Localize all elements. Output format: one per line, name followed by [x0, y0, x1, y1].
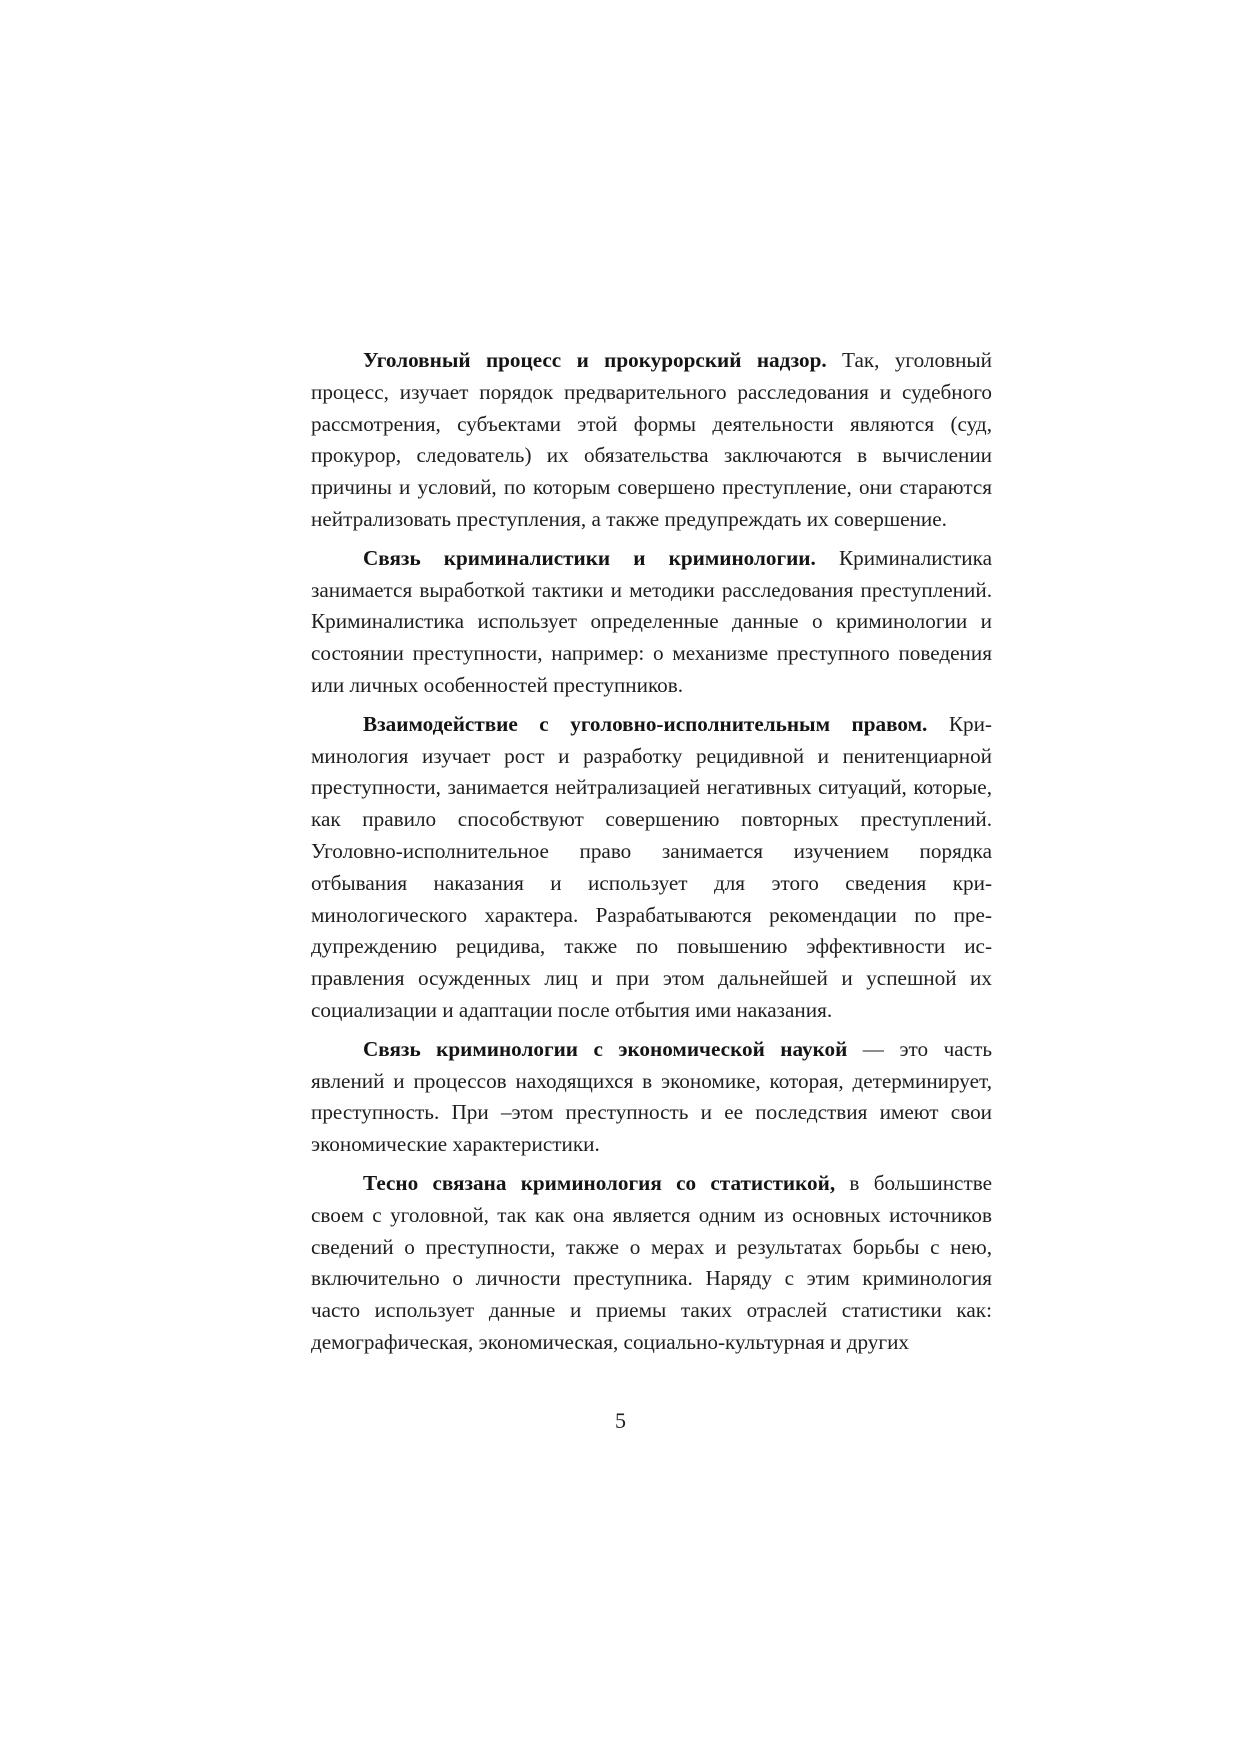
paragraph-heading: Уголовный процесс и прокурорский надзор. — [363, 348, 827, 372]
paragraph-penal-law — [311, 709, 992, 1027]
paragraph-text: Криминалистика занимается выработкой тактики и методики расследования преступлений. Криминалистика использует определенные данные о криминологии и состоянии преступности, например: о механизме преступного поведения или личных особенностей преступников. — [311, 545, 993, 697]
paragraph-economics — [311, 1034, 992, 1161]
page-number: 5 — [615, 1408, 626, 1433]
paragraph-text: в большинстве своем с уголовной, так как она является одним из основных источников сведений о преступности, также о мерах и результатах борьбы с нею, включительно о личности преступника. Наряду с этим криминология часто использует данные и приемы таких отраслей статистики как: демографическая, экономическая, социально-культурная и других — [311, 1170, 992, 1354]
body-text — [311, 345, 992, 1366]
paragraph-criminal-process — [311, 345, 992, 536]
paragraph-heading: Связь криминологии с экономической наукой — [363, 1036, 848, 1061]
paragraph-heading: Тесно связана криминология со статистикой, — [363, 1170, 836, 1195]
paragraph-text: — это часть явлений и процессов находящихся в экономике, которая, детерминирует, преступность. При –этом преступность и ее последствия имеют свои экономические характеристики. — [311, 1036, 992, 1157]
paragraph-text: Так, уголовный процесс, изучает порядок предварительного расследования и судебного рассмотрения, субъектами этой формы деятельности являются (суд, прокурор, следователь) их обязательства заключаются в вычислении причины и условий, по которым совершено преступление, они стараются нейтрализовать преступления, а также предупреждать их совершение. — [311, 348, 992, 531]
paragraph-text: Криминология изучает рост и разработку рецидивной и пенитенциарной преступности, занимается нейтрализацией негативных ситуаций, которые, как правило способствуют совершению повторных преступлений. Уголовно-исполнительное право занимается изучением порядка отбывания наказания и использует для этого сведения криминологического характера. Разрабатываются рекомендации по предупреждению рецидива, также по повышению эффективности исправления осужденных лиц и при этом дальнейшей и успешной их социализации и адаптации после отбытия ими наказания. — [311, 711, 992, 1022]
paragraph-statistics — [311, 1168, 992, 1359]
paragraph-criminalistics — [311, 543, 992, 702]
paragraph-heading: Связь криминалистики и криминологии. — [363, 545, 816, 570]
paragraph-heading: Взаимодействие с уголовно-исполнительным правом. — [363, 711, 928, 736]
